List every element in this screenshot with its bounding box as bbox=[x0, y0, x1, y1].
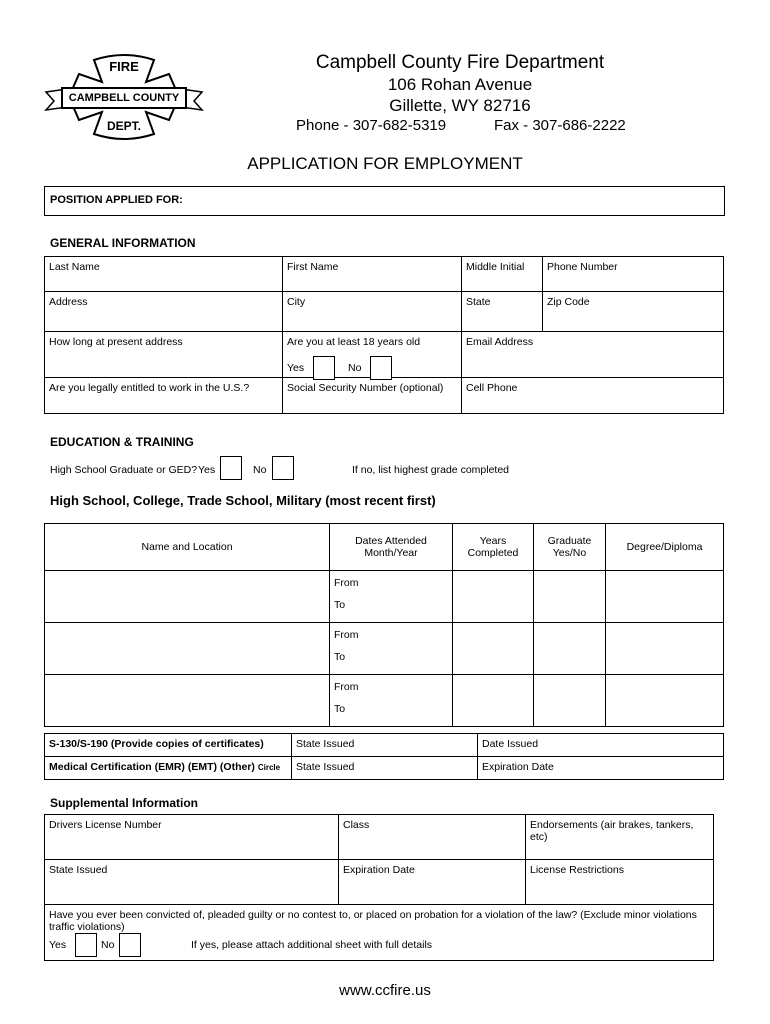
middle-initial-field[interactable] bbox=[462, 257, 543, 292]
ssn-field[interactable] bbox=[283, 378, 462, 414]
phone-number-field[interactable] bbox=[543, 257, 724, 292]
last-name-field[interactable] bbox=[45, 257, 283, 292]
col-grad-label-2: Yes/No bbox=[552, 547, 587, 559]
col-degree bbox=[606, 524, 724, 571]
education-table bbox=[44, 523, 724, 727]
conviction-no-label: No bbox=[101, 939, 115, 951]
ssn-label: Social Security Number (optional) bbox=[287, 382, 444, 394]
first-name-field[interactable] bbox=[283, 257, 462, 292]
conviction-question: Have you ever been convicted of, pleaded guilty or no contest to, or placed on probation for a violation of the law? (Exclude minor violations traffic violations) bbox=[49, 909, 697, 933]
graduate-cell[interactable] bbox=[534, 623, 606, 675]
org-city: Gillette, WY 82716 bbox=[389, 96, 531, 115]
department-logo bbox=[44, 52, 204, 142]
dl-state-field[interactable] bbox=[45, 860, 339, 905]
years-cell[interactable] bbox=[453, 623, 534, 675]
state-label: State bbox=[466, 296, 491, 308]
school-name-cell[interactable] bbox=[45, 571, 330, 623]
dates-cell[interactable] bbox=[330, 623, 453, 675]
logo-top-text: FIRE bbox=[109, 59, 139, 74]
endorsements-field[interactable] bbox=[526, 815, 714, 860]
education-title: EDUCATION & TRAINING bbox=[50, 435, 194, 449]
logo-band-text: CAMPBELL COUNTY bbox=[68, 92, 180, 104]
age-no-checkbox[interactable] bbox=[370, 356, 392, 380]
address-field[interactable] bbox=[45, 292, 283, 332]
table-row bbox=[45, 571, 724, 623]
s130-state-issued[interactable] bbox=[292, 734, 478, 757]
s130-cell bbox=[45, 734, 292, 757]
hs-yes-checkbox[interactable] bbox=[220, 456, 242, 480]
hs-question-row bbox=[50, 456, 570, 482]
from-label: From bbox=[334, 681, 359, 693]
class-field[interactable] bbox=[339, 815, 526, 860]
city-field[interactable] bbox=[283, 292, 462, 332]
supplemental-title: Supplemental Information bbox=[50, 796, 199, 810]
first-name-label: First Name bbox=[287, 261, 339, 273]
years-cell[interactable] bbox=[453, 571, 534, 623]
dl-number-label: Drivers License Number bbox=[49, 819, 162, 831]
org-phone: Phone - 307-682-5319 bbox=[296, 117, 447, 134]
col-years-label-2: Completed bbox=[467, 547, 519, 559]
conviction-if-yes: If yes, please attach additional sheet with full details bbox=[191, 939, 433, 951]
dates-cell[interactable] bbox=[330, 675, 453, 727]
age-yes-checkbox[interactable] bbox=[313, 356, 335, 380]
restrictions-field[interactable] bbox=[526, 860, 714, 905]
col-graduate bbox=[534, 524, 606, 571]
restrictions-label: License Restrictions bbox=[530, 864, 624, 876]
zip-label: Zip Code bbox=[547, 296, 590, 308]
dl-expiration-field[interactable] bbox=[339, 860, 526, 905]
position-box[interactable] bbox=[44, 186, 725, 216]
from-label: From bbox=[334, 629, 359, 641]
degree-cell[interactable] bbox=[606, 623, 724, 675]
col-years bbox=[453, 524, 534, 571]
medical-expiration-label: Expiration Date bbox=[482, 761, 554, 773]
col-grad-label-1: Graduate bbox=[547, 535, 592, 547]
email-label: Email Address bbox=[466, 336, 534, 348]
cell-label: Cell Phone bbox=[466, 382, 518, 394]
endorsements-label: Endorsements (air brakes, tankers, etc) bbox=[530, 819, 694, 843]
last-name-label: Last Name bbox=[49, 261, 100, 273]
age-no-label: No bbox=[347, 361, 362, 374]
position-label: POSITION APPLIED FOR: bbox=[50, 194, 183, 206]
supplemental-table bbox=[44, 814, 714, 961]
col-years-label-1: Years bbox=[479, 535, 507, 547]
org-fax: Fax - 307-686-2222 bbox=[494, 117, 626, 134]
col-dates-label-2: Month/Year bbox=[364, 547, 418, 559]
education-subtitle: High School, College, Trade School, Military (most recent first) bbox=[50, 493, 436, 508]
s130-date-label: Date Issued bbox=[482, 738, 539, 750]
website-link[interactable]: www.ccfire.us bbox=[339, 982, 431, 999]
legal-field[interactable] bbox=[45, 378, 283, 414]
from-label: From bbox=[334, 577, 359, 589]
school-name-cell[interactable] bbox=[45, 623, 330, 675]
dates-cell[interactable] bbox=[330, 571, 453, 623]
degree-cell[interactable] bbox=[606, 571, 724, 623]
middle-initial-label: Middle Initial bbox=[466, 261, 525, 273]
medical-state-issued[interactable] bbox=[292, 757, 478, 780]
medical-label: Medical Certification (EMR) (EMT) (Other) bbox=[49, 761, 255, 773]
email-field[interactable] bbox=[462, 332, 724, 378]
s130-state-label: State Issued bbox=[296, 738, 355, 750]
degree-cell[interactable] bbox=[606, 675, 724, 727]
col-degree-label: Degree/Diploma bbox=[626, 541, 703, 553]
circle-label: Circle bbox=[257, 763, 281, 772]
legal-label: Are you legally entitled to work in the U.S.? bbox=[49, 382, 250, 394]
dl-number-field[interactable] bbox=[45, 815, 339, 860]
certs-table bbox=[44, 733, 724, 780]
to-label: To bbox=[334, 651, 346, 663]
table-row bbox=[45, 675, 724, 727]
medical-expiration[interactable] bbox=[478, 757, 724, 780]
form-title: APPLICATION FOR EMPLOYMENT bbox=[247, 154, 523, 173]
city-label: City bbox=[287, 296, 306, 308]
medical-cell bbox=[45, 757, 292, 780]
general-table bbox=[44, 256, 724, 414]
school-name-cell[interactable] bbox=[45, 675, 330, 727]
to-label: To bbox=[334, 703, 346, 715]
how-long-label: How long at present address bbox=[49, 336, 183, 348]
table-row bbox=[45, 623, 724, 675]
s130-label: S-130/S-190 (Provide copies of certificates) bbox=[49, 738, 264, 750]
hs-yes-label: Yes bbox=[198, 464, 216, 476]
conviction-yes-label: Yes bbox=[49, 939, 67, 951]
hs-no-label: No bbox=[253, 464, 267, 476]
address-label: Address bbox=[49, 296, 88, 308]
cell-field[interactable] bbox=[462, 378, 724, 414]
age-question: Are you at least 18 years old bbox=[287, 336, 421, 348]
org-street: 106 Rohan Avenue bbox=[387, 75, 533, 94]
col-dates bbox=[330, 524, 453, 571]
age-field bbox=[283, 332, 462, 378]
dl-state-label: State Issued bbox=[49, 864, 108, 876]
phone-number-label: Phone Number bbox=[547, 261, 618, 273]
zip-field[interactable] bbox=[543, 292, 724, 332]
hs-no-checkbox[interactable] bbox=[272, 456, 294, 480]
graduate-cell[interactable] bbox=[534, 675, 606, 727]
conviction-no-checkbox[interactable] bbox=[119, 933, 141, 957]
hs-question: High School Graduate or GED? bbox=[50, 464, 198, 476]
general-title: GENERAL INFORMATION bbox=[50, 236, 196, 250]
medical-state-label: State Issued bbox=[296, 761, 355, 773]
age-yes-label: Yes bbox=[287, 361, 305, 374]
class-label: Class bbox=[343, 819, 370, 831]
how-long-field[interactable] bbox=[45, 332, 283, 378]
col-name-location bbox=[45, 524, 330, 571]
to-label: To bbox=[334, 599, 346, 611]
s130-date-issued[interactable] bbox=[478, 734, 724, 757]
graduate-cell[interactable] bbox=[534, 571, 606, 623]
dl-expiration-label: Expiration Date bbox=[343, 864, 415, 876]
state-field[interactable] bbox=[462, 292, 543, 332]
years-cell[interactable] bbox=[453, 675, 534, 727]
hs-if-no: If no, list highest grade completed bbox=[352, 464, 510, 476]
col-dates-label-1: Dates Attended bbox=[355, 535, 427, 547]
col-name-label: Name and Location bbox=[141, 541, 233, 553]
conviction-field bbox=[45, 905, 714, 961]
org-name: Campbell County Fire Department bbox=[315, 52, 605, 73]
logo-bottom-text: DEPT. bbox=[106, 119, 141, 133]
conviction-yes-checkbox[interactable] bbox=[75, 933, 97, 957]
